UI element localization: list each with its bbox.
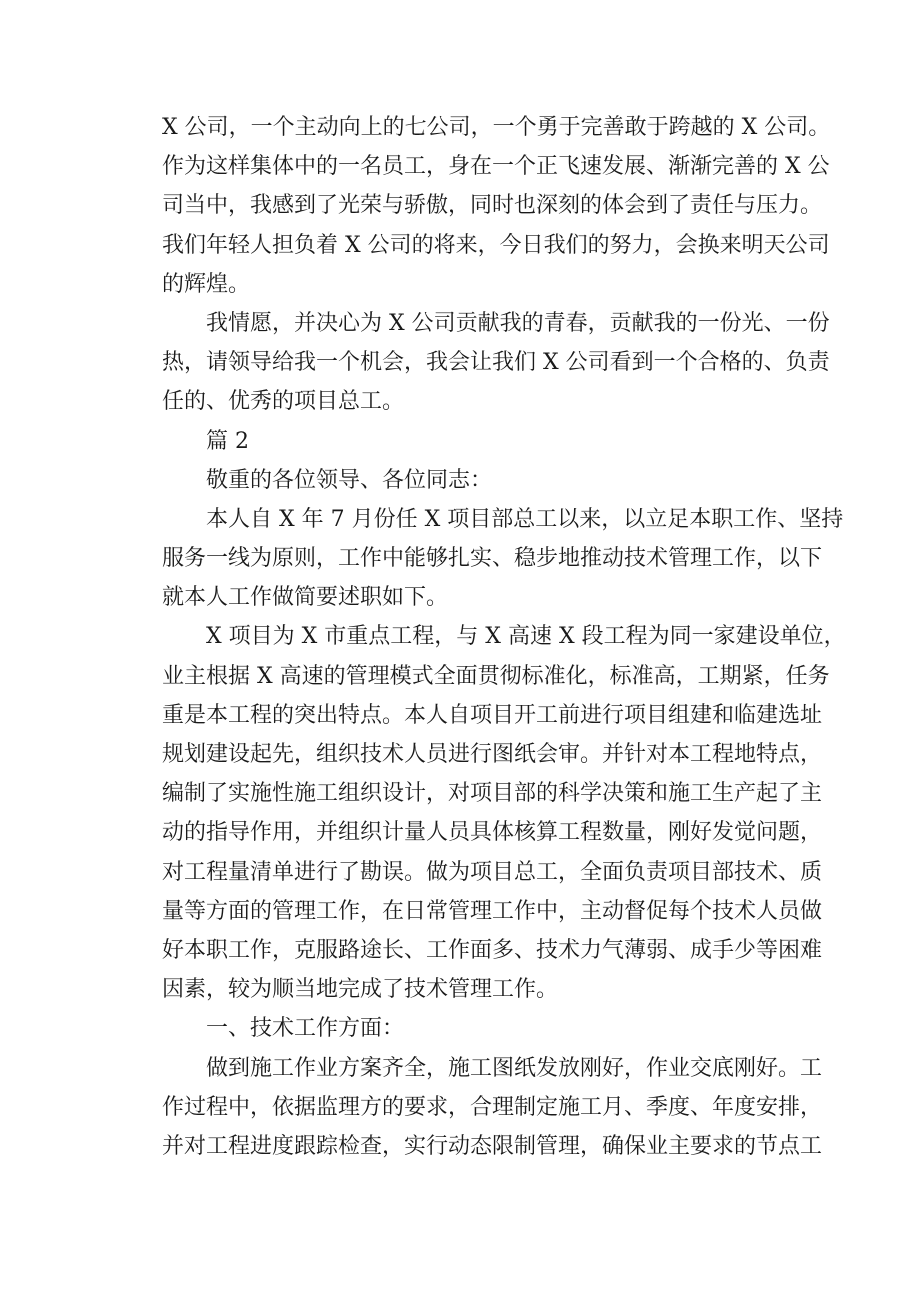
- text-line: 本人自 X 年 7 月份任 X 项目部总工以来，以立足本职工作、坚持: [184, 506, 844, 532]
- text-line: 的辉煌。: [162, 271, 251, 297]
- text-line: 任的、优秀的项目总工。: [162, 389, 405, 415]
- salutation: 敬重的各位领导、各位同志：: [184, 467, 493, 493]
- text-line: 量等方面的管理工作，在日常管理工作中，主动督促每个技术人员做: [162, 898, 823, 924]
- text-line: 我们年轻人担负着 X 公司的将来，今日我们的努力，会换来明天公司: [162, 232, 830, 258]
- text-line: X 公司，一个主动向上的七公司，一个勇于完善敢于跨越的 X 公司。: [162, 115, 831, 140]
- text-line: 好本职工作，克服路途长、工作面多、技术力气薄弱、成手少等困难: [162, 937, 823, 963]
- text-line: 对工程量清单进行了勘误。做为项目总工，全面负责项目部技术、质: [162, 859, 823, 885]
- text-line: 编制了实施性施工组织设计，对项目部的科学决策和施工生产起了主: [162, 781, 823, 807]
- text-line: 就本人工作做简要述职如下。: [162, 585, 449, 611]
- text-line: 规划建设起先，组织技术人员进行图纸会审。并针对本工程地特点，: [162, 742, 823, 767]
- text-line: 重是本工程的突出特点。本人自项目开工前进行项目组建和临建选址: [162, 702, 823, 728]
- text-line: 并对工程进度跟踪检查，实行动态限制管理，确保业主要求的节点工: [162, 1133, 823, 1159]
- document-body: [162, 108, 846, 1166]
- text-line: 热，请领导给我一个机会，我会让我们 X 公司看到一个合格的、负责: [162, 350, 830, 376]
- text-line: 司当中，我感到了光荣与骄傲，同时也深刻的体会到了责任与压力。: [162, 193, 823, 219]
- text-line: 服务一线为原则，工作中能够扎实、稳步地推动技术管理工作，以下: [162, 546, 823, 572]
- text-line: 我情愿，并决心为 X 公司贡献我的青春，贡献我的一份光、一份: [184, 310, 830, 336]
- text-line: 动的指导作用，并组织计量人员具体核算工程数量，刚好发觉问题，: [162, 820, 823, 846]
- section-heading: 篇 2: [184, 428, 249, 454]
- text-line: 业主根据 X 高速的管理模式全面贯彻标准化，标准高，工期紧，任务: [162, 663, 830, 689]
- text-line: 因素，较为顺当地完成了技术管理工作。: [162, 977, 559, 1003]
- text-line: 作过程中，依据监理方的要求，合理制定施工月、季度、年度安排，: [162, 1094, 823, 1120]
- text-line: 做到施工作业方案齐全，施工图纸发放刚好，作业交底刚好。工: [184, 1055, 823, 1081]
- subsection-heading: 一、技术工作方面：: [184, 1016, 405, 1042]
- text-line: X 项目为 X 市重点工程，与 X 高速 X 段工程为同一家建设单位，: [184, 624, 846, 650]
- text-line: 作为这样集体中的一名员工，身在一个正飞速发展、渐渐完善的 X 公: [162, 154, 830, 180]
